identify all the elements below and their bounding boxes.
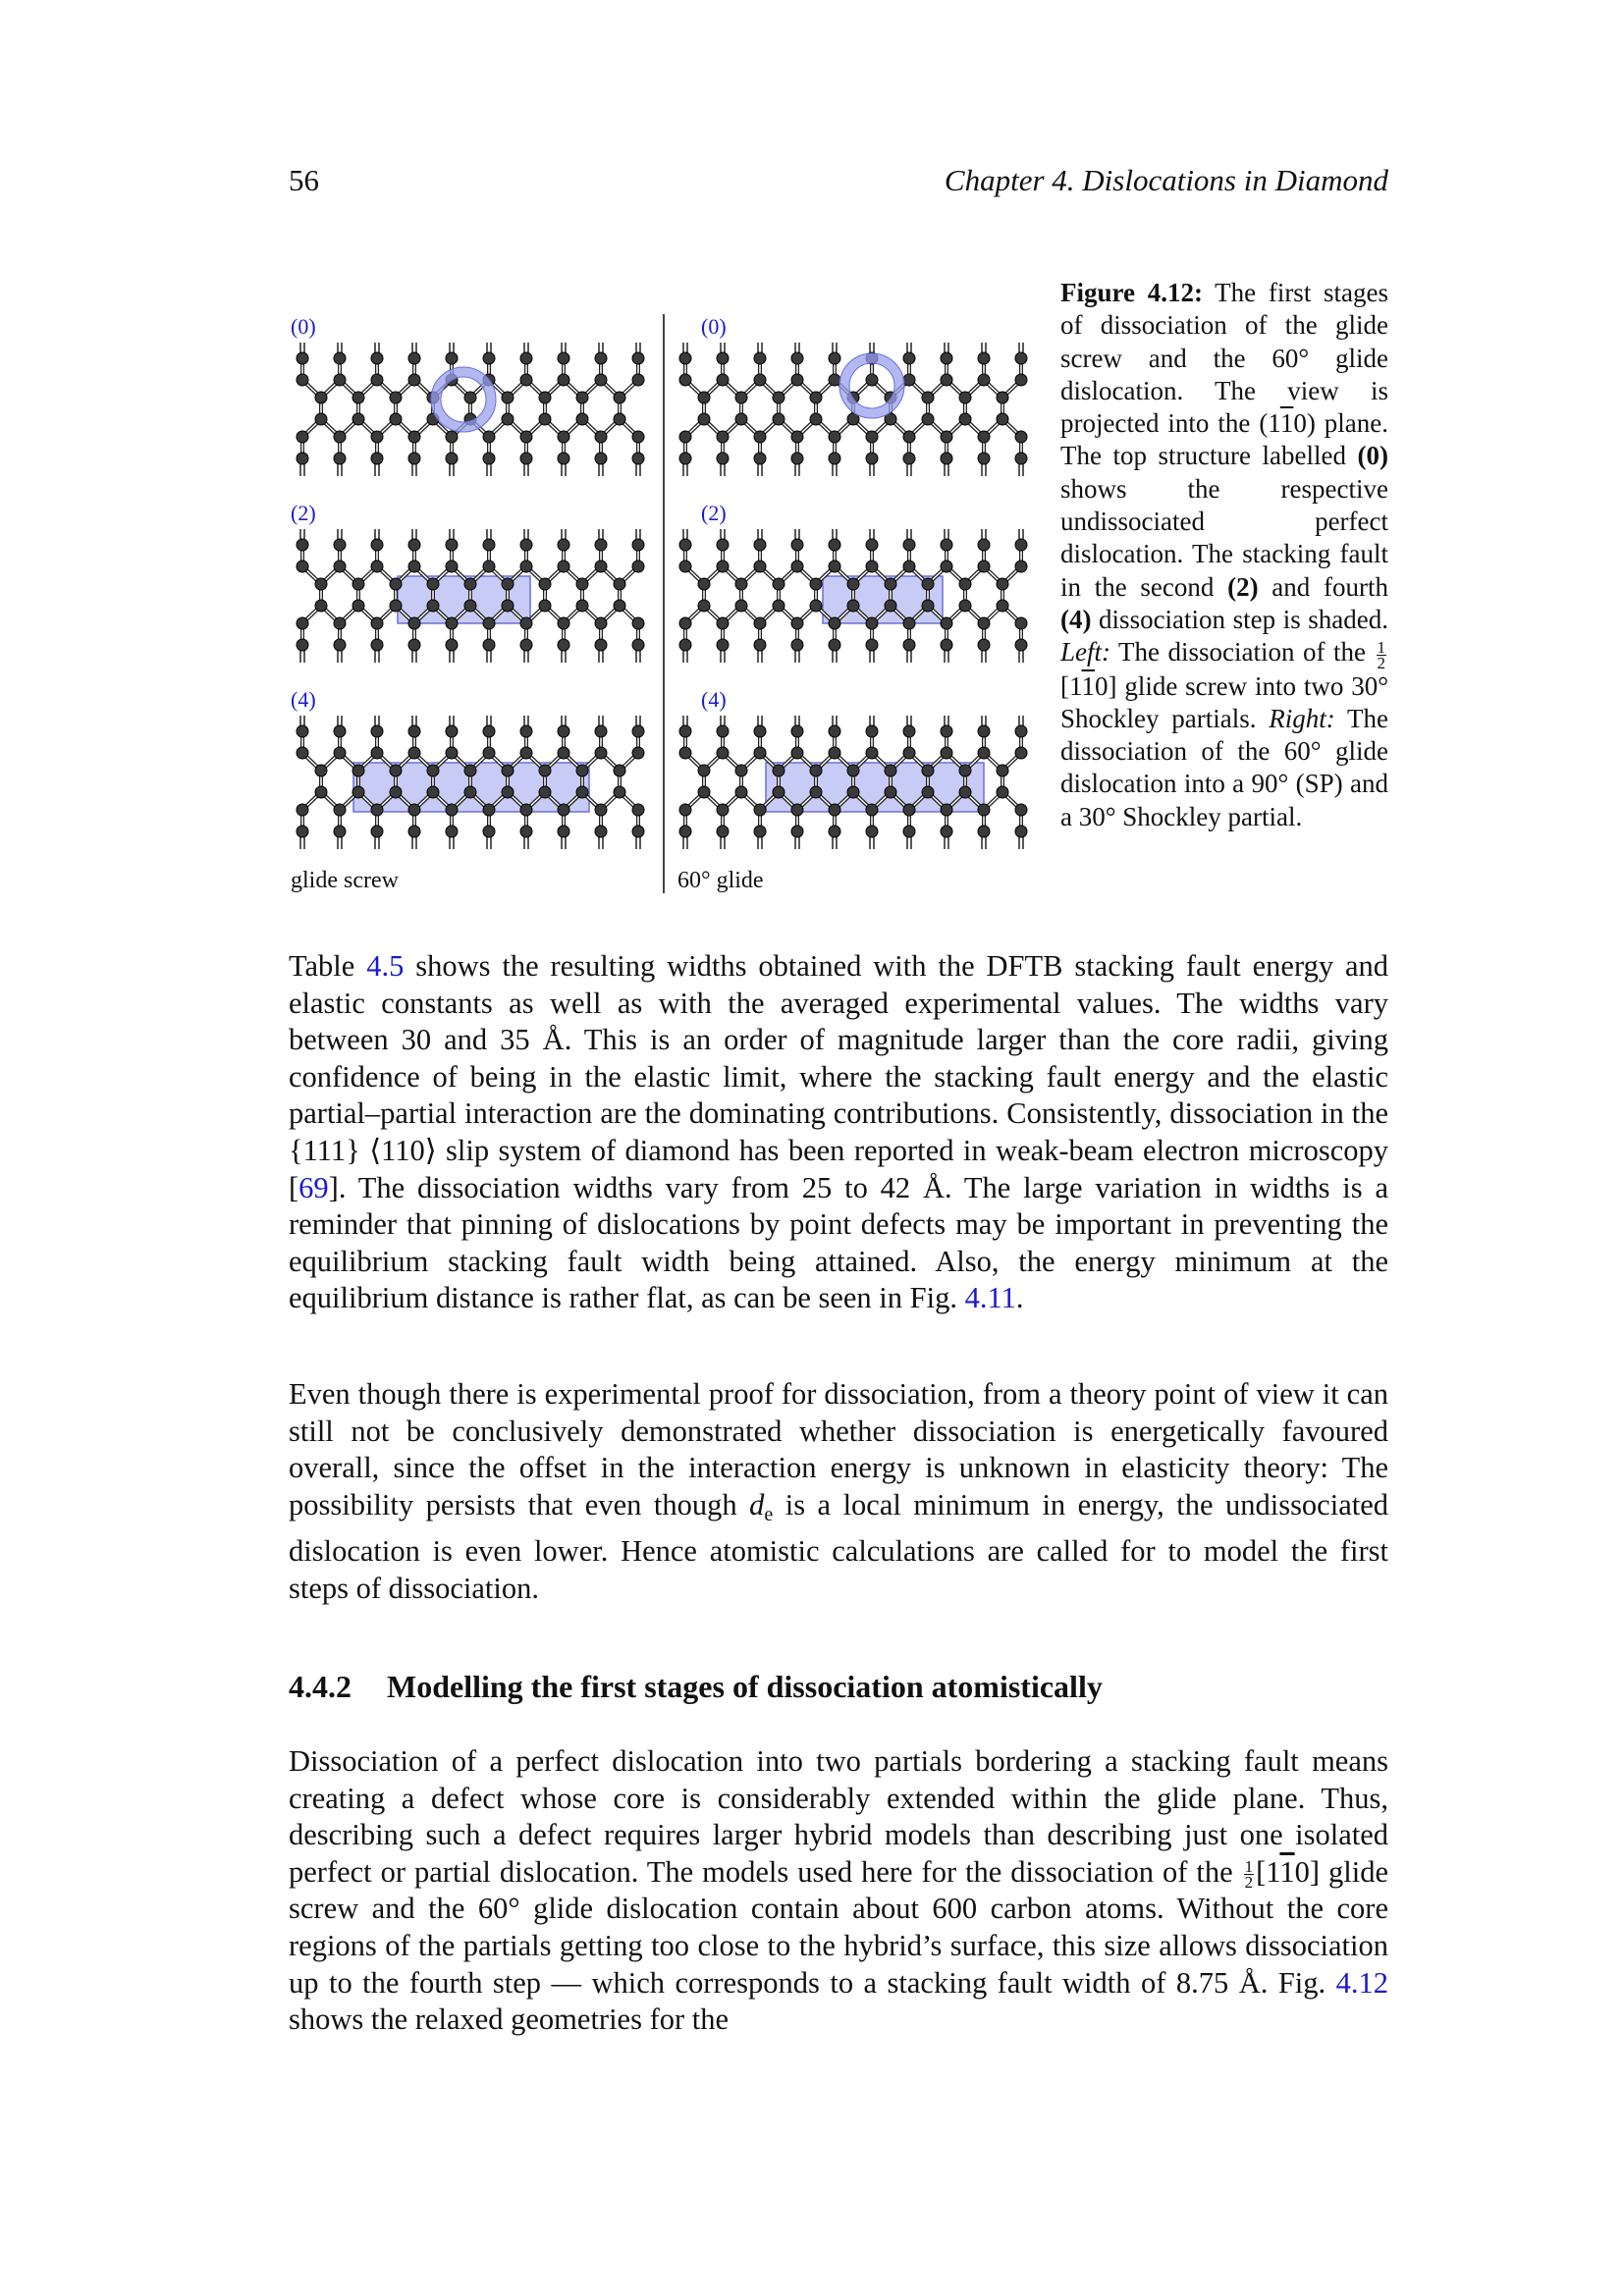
text: 0] glide screw and the 60° glide dislocation contain about 600 carbon atoms. Without the core regions of the partials getting too close to the hybrid’s surface, this size allows dissociation up to the fourth step — which corresponds to a stacking fault width of 8.75 Å. Fig. [289, 1854, 1388, 2000]
text: shows the relaxed geometries for the [289, 2002, 730, 2037]
right-column-label: 60° glide [677, 868, 764, 893]
paragraph-1 [289, 948, 1388, 1317]
body-fraction [1244, 1857, 1255, 1893]
panel-label-screw-4: (4) [291, 687, 316, 712]
text: [1 [1256, 1854, 1280, 1889]
fraction-numerator: 1 [1377, 637, 1385, 657]
structure-60-2 [677, 525, 1031, 672]
page-number: 56 [289, 163, 319, 197]
panel-label-screw-2: (2) [291, 501, 316, 525]
panel-label-60-4: (4) [701, 687, 727, 712]
figure-caption [1060, 277, 1388, 833]
caption-text: [1 [1060, 670, 1082, 701]
text: ]. The dissociation widths vary from 25 to 42 Å. The large variation in widths is a reminder that pinning of dislocations by point defects may be important in preventing the equilibrium stacking fault width being attained. Also, the energy minimum at the equilibrium distance is rather flat, as can be seen in Fig. [289, 1170, 1388, 1315]
structure-60-0 [677, 339, 1031, 486]
caption-italic: Left: [1060, 637, 1110, 667]
text: . [1015, 1281, 1024, 1315]
text: is a local minimum in energy, the undissociated dislocation is even lower. Hence atomistic calculations are called for to model the first steps of dissociation. [289, 1487, 1388, 1605]
caption-overbar: 1 [1081, 670, 1095, 701]
ref-fig-4-12[interactable]: 4.12 [1335, 1965, 1388, 2000]
math-subscript: e [764, 1503, 774, 1525]
caption-text: The dissociation of the [1110, 637, 1375, 667]
caption-text: 0] glide screw into two 30° Shockley partials. [1060, 670, 1388, 733]
paragraph-2 [289, 1376, 1388, 1608]
section-number: 4.4.2 [289, 1669, 352, 1704]
figure-4-12 [289, 314, 1035, 903]
structure-screw-4 [295, 712, 648, 859]
caption-text: The first stages of dissociation of the glide screw and the 60° glide dislocation. The view is projected into the (1 [1060, 278, 1389, 439]
caption-label: Figure 4.12: [1060, 278, 1203, 307]
fraction-denominator: 2 [1244, 1873, 1254, 1893]
math-variable: d [749, 1487, 765, 1522]
ref-citation-69[interactable]: 69 [298, 1170, 329, 1204]
caption-italic: Right: [1269, 703, 1335, 733]
ref-table-4-5[interactable]: 4.5 [366, 949, 405, 983]
fraction-denominator: 2 [1377, 653, 1385, 672]
caption-text: dissociation step is shaded. [1091, 604, 1388, 634]
section-heading [289, 1669, 1388, 1705]
column-divider [663, 314, 665, 893]
paragraph-3 [289, 1743, 1388, 2039]
overbar-digit: 1 [1279, 1854, 1295, 1889]
left-column-label: glide screw [291, 868, 399, 893]
caption-text: shows the respective undissociated perfect dislocation. The stacking fault in the second [1060, 473, 1388, 602]
panel-label-60-0: (0) [701, 314, 727, 339]
structure-60-4 [677, 712, 1031, 859]
chapter-title: Chapter 4. Dislocations in Diamond [944, 163, 1388, 197]
text: Dissociation of a perfect dislocation into two partials bordering a stacking fault means creating a defect whose core is considerably extended within the glide plane. Thus, describing such a defect requires larger hybrid models than describing just one isolated perfect or partial dislocation. The models used here for the dissociation of the [289, 1744, 1388, 1889]
structure-screw-0 [295, 339, 648, 486]
caption-fraction [1377, 637, 1387, 672]
caption-text: 0) plane. The top structure labelled [1060, 408, 1388, 471]
text: Even though there is experimental proof for dissociation, from a theory point of view it can still not be conclusively demonstrated whether dissociation is energetically favoured overall, since the offset in the interaction energy is unknown in elasticity theory: The possibility persists that even though [289, 1377, 1388, 1522]
text: shows the resulting widths obtained with the DFTB stacking fault energy and elastic constants as well as with the averaged experimental values. The widths vary between 30 and 35 Å. This is an order of magnitude larger than the core radii, giving confidence of being in the elastic limit, where the stacking fault energy and the elastic partial–partial interaction are the dominating contributions. Consistently, dissociation in the {111} ⟨110⟩ slip system of diamond has been reported in weak-beam electron microscopy [ [289, 949, 1388, 1204]
caption-text: The dissociation of the 60° glide dislocation into a 90° (SP) and a 30° Shockley partial. [1060, 703, 1388, 831]
caption-text: and fourth [1258, 571, 1388, 602]
caption-bold: (2) [1227, 571, 1259, 602]
panel-label-60-2: (2) [701, 501, 727, 525]
fraction-numerator: 1 [1244, 1857, 1254, 1877]
panel-label-screw-0: (0) [291, 314, 316, 339]
caption-overbar: 1 [1279, 408, 1294, 439]
section-title: Modelling the first stages of dissociation atomistically [387, 1669, 1103, 1704]
caption-bold: (0) [1357, 441, 1388, 471]
structure-screw-2 [295, 525, 648, 672]
running-head [289, 163, 1388, 198]
text: Table [289, 949, 367, 983]
caption-bold: (4) [1060, 604, 1092, 634]
ref-fig-4-11[interactable]: 4.11 [964, 1281, 1016, 1315]
